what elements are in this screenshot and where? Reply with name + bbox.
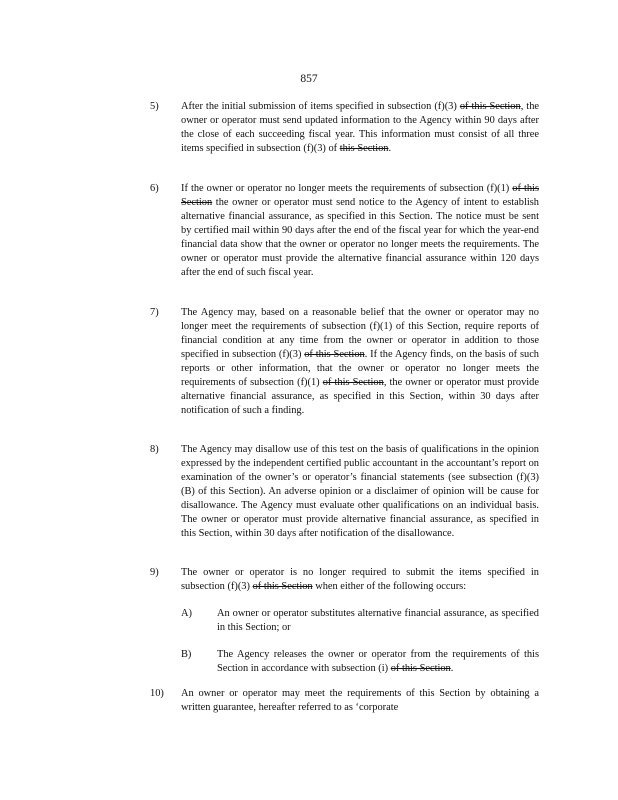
struck-text: this Section — [339, 143, 389, 154]
item-text: An owner or operator may meet the requirements of this Section by obtaining a written guarantee, hereafter referred to as ‘corporate — [181, 688, 539, 713]
item-text: The Agency may, based on a reasonable belief that the owner or operator may no longer meet the requirements of subsection (f)(1) of this Section, require reports of financial condition at any time from the owner or operator in addition to those specified in subsection (f)(3) of this Section. If the Agency finds, on the basis of such reports or other information, that the owner or operator no longer meets the requirements of subsection (f)(1) of this Section, the owner or operator must provide alternative financial assurance, as specified in this Section, within 30 days after notification of such a finding. — [181, 307, 540, 416]
struck-text: of this Section — [322, 377, 384, 388]
item-number: 8) — [150, 444, 159, 455]
item-text: If the owner or operator no longer meets the requirements of subsection (f)(1) of this Section the owner or operator must send notice to the Agency of intent to establish alternative financial assurance, as specified in this Section. The notice must be sent by certified mail within 90 days after the end of the fiscal year for which the year-end financial data show that the owner or operator no longer meets the requirements. The owner or operator must provide the alternative financial assurance within 120 days after the end of such fiscal year. — [181, 183, 539, 278]
struck-text: of this Section — [181, 183, 539, 208]
sub-item-text: An owner or operator substitutes alternative financial assurance, as specified in this Section; or — [217, 608, 539, 633]
struck-text: of this Section — [304, 349, 365, 360]
item-text: The owner or operator is no longer required to submit the items specified in subsection (f)(3) of this Section when either of the following occurs: — [181, 567, 539, 592]
struck-text: of this Section — [459, 101, 521, 112]
struck-text: of this Section — [390, 663, 451, 674]
item-number: 7) — [150, 307, 159, 318]
item-number: 5) — [150, 101, 159, 112]
item-number: 6) — [150, 183, 159, 194]
struck-text: of this Section — [252, 581, 313, 592]
item-number: 10) — [150, 688, 164, 699]
sub-item-text: The Agency releases the owner or operator from the requirements of this Section in accordance with subsection (i) of this Section. — [217, 649, 539, 674]
item-text: The Agency may disallow use of this test on the basis of qualifications in the opinion expressed by the independent certified public accountant in the accountant’s report on examination of the owner’s or operator’s financial statements (see subsection (f)(3)(B) of this Section). An adverse opinion or a disclaimer of opinion will be cause for disallowance. The Agency must evaluate other qualifications on an individual basis. The owner or operator must provide alternative financial assurance, as specified in this Section, within 30 days after notification of the disallowance. — [181, 444, 539, 539]
sub-item-label: A) — [181, 608, 192, 619]
sub-item-label: B) — [181, 649, 192, 660]
page-number: 857 — [300, 73, 318, 85]
item-number: 9) — [150, 567, 159, 578]
item-text: After the initial submission of items specified in subsection (f)(3) of this Section, the owner or operator must send updated information to the Agency within 90 days after the close of each succeeding fiscal year. This information must consist of all three items specified in subsection (f)(3) of this Section. — [181, 101, 540, 154]
